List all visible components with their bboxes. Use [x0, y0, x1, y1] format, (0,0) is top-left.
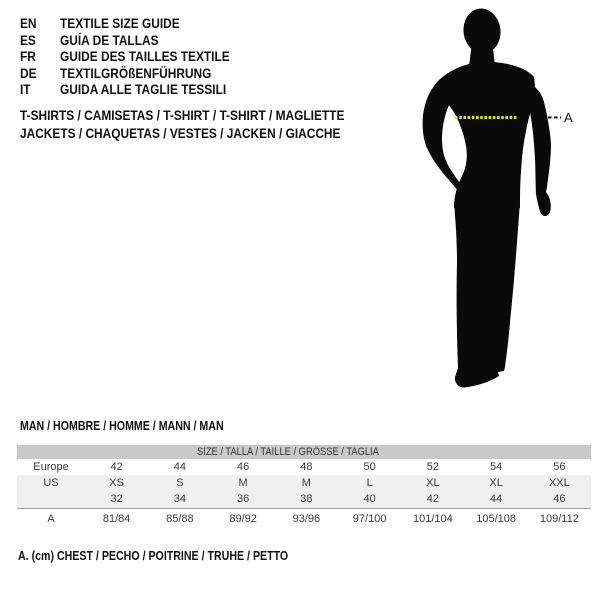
garment-categories	[20, 106, 402, 142]
table-row-europe	[17, 459, 591, 475]
cell-a-6: 101/104	[401, 509, 464, 530]
category-jackets: JACKETS / CHAQUETAS / VESTES / JACKEN / GIACCHE	[20, 125, 341, 141]
lang-line-fr	[20, 48, 260, 65]
cell-europe-8: 56	[553, 460, 566, 473]
cell-europe-3: 46	[237, 460, 250, 473]
silhouette-legs	[454, 202, 520, 388]
cell-us-1: XS	[85, 475, 148, 491]
size-table	[17, 445, 591, 529]
section-title-man: MAN / HOMBRE / HOMME / MANN / MAN	[20, 419, 224, 433]
table-row-us	[17, 475, 591, 491]
cell-alt-5: 40	[338, 491, 401, 509]
measurement-figure	[370, 0, 600, 400]
cell-europe-7: 54	[490, 460, 503, 473]
row-label-europe: Europe	[33, 460, 69, 473]
man-silhouette	[370, 0, 600, 400]
lang-label-es: GUÍA DE TALLAS	[60, 31, 159, 48]
lang-code-fr: FR	[20, 48, 36, 64]
cell-us-3: M	[212, 475, 275, 491]
cell-europe-1: 42	[110, 460, 123, 473]
cell-alt-1: 32	[85, 491, 148, 509]
lang-code-en: EN	[20, 15, 37, 31]
cell-alt-4: 38	[275, 491, 338, 509]
lang-line-it	[20, 81, 260, 98]
lang-label-de: TEXTILGRÖßENFÜHRUNG	[60, 64, 212, 81]
size-table-header-row	[17, 445, 591, 459]
cell-alt-8: 46	[528, 491, 591, 509]
cell-a-7: 105/108	[465, 509, 528, 530]
lang-label-it: GUIDA ALLE TAGLIE TESSILI	[60, 81, 227, 97]
cell-us-2: S	[148, 475, 211, 491]
silhouette-torso	[434, 62, 535, 208]
cell-a-1: 81/84	[85, 509, 148, 530]
cell-europe-5: 50	[363, 460, 376, 473]
cell-alt-2: 34	[148, 491, 211, 509]
lang-code-es: ES	[20, 31, 36, 48]
lang-code-it: IT	[20, 81, 31, 97]
category-tshirts: T-SHIRTS / CAMISETAS / T-SHIRT / T-SHIRT / MAGLIETTE	[20, 107, 345, 123]
cell-us-6: XL	[401, 475, 464, 491]
lang-label-fr: GUIDE DES TAILLES TEXTILE	[60, 48, 230, 64]
row-label-blank	[17, 491, 85, 509]
lang-code-de: DE	[20, 64, 37, 81]
cell-a-5: 97/100	[338, 509, 401, 530]
lang-line-es	[20, 32, 260, 49]
table-row-chest	[17, 509, 591, 530]
lang-line-de	[20, 65, 260, 82]
cell-a-3: 89/92	[212, 509, 275, 530]
cell-europe-6: 52	[426, 460, 439, 473]
row-label-us: US	[17, 475, 85, 491]
language-list	[20, 15, 260, 98]
cell-europe-4: 48	[300, 460, 313, 473]
cell-alt-6: 42	[401, 491, 464, 509]
measurement-label-a: A	[564, 110, 573, 125]
lang-line-en	[20, 15, 260, 32]
lang-label-en: TEXTILE SIZE GUIDE	[60, 15, 180, 31]
measurement-footnote: A. (cm) CHEST / PECHO / POITRINE / TRUHE / PETTO	[18, 549, 289, 563]
cell-us-8: XXL	[528, 475, 591, 491]
cell-us-5: L	[338, 475, 401, 491]
cell-alt-7: 44	[465, 491, 528, 509]
cell-a-8: 109/112	[528, 509, 591, 530]
cell-alt-3: 36	[212, 491, 275, 509]
cell-us-7: XL	[465, 475, 528, 491]
cell-us-4: M	[275, 475, 338, 491]
cell-europe-2: 44	[173, 460, 186, 473]
cell-a-4: 93/96	[275, 509, 338, 530]
table-row-alt-size	[17, 491, 591, 509]
cell-a-2: 85/88	[148, 509, 211, 530]
row-label-a: A	[17, 509, 85, 530]
size-table-header: SIZE / TALLA / TAILLE / GRÖSSE / TAGLIA	[197, 445, 379, 458]
